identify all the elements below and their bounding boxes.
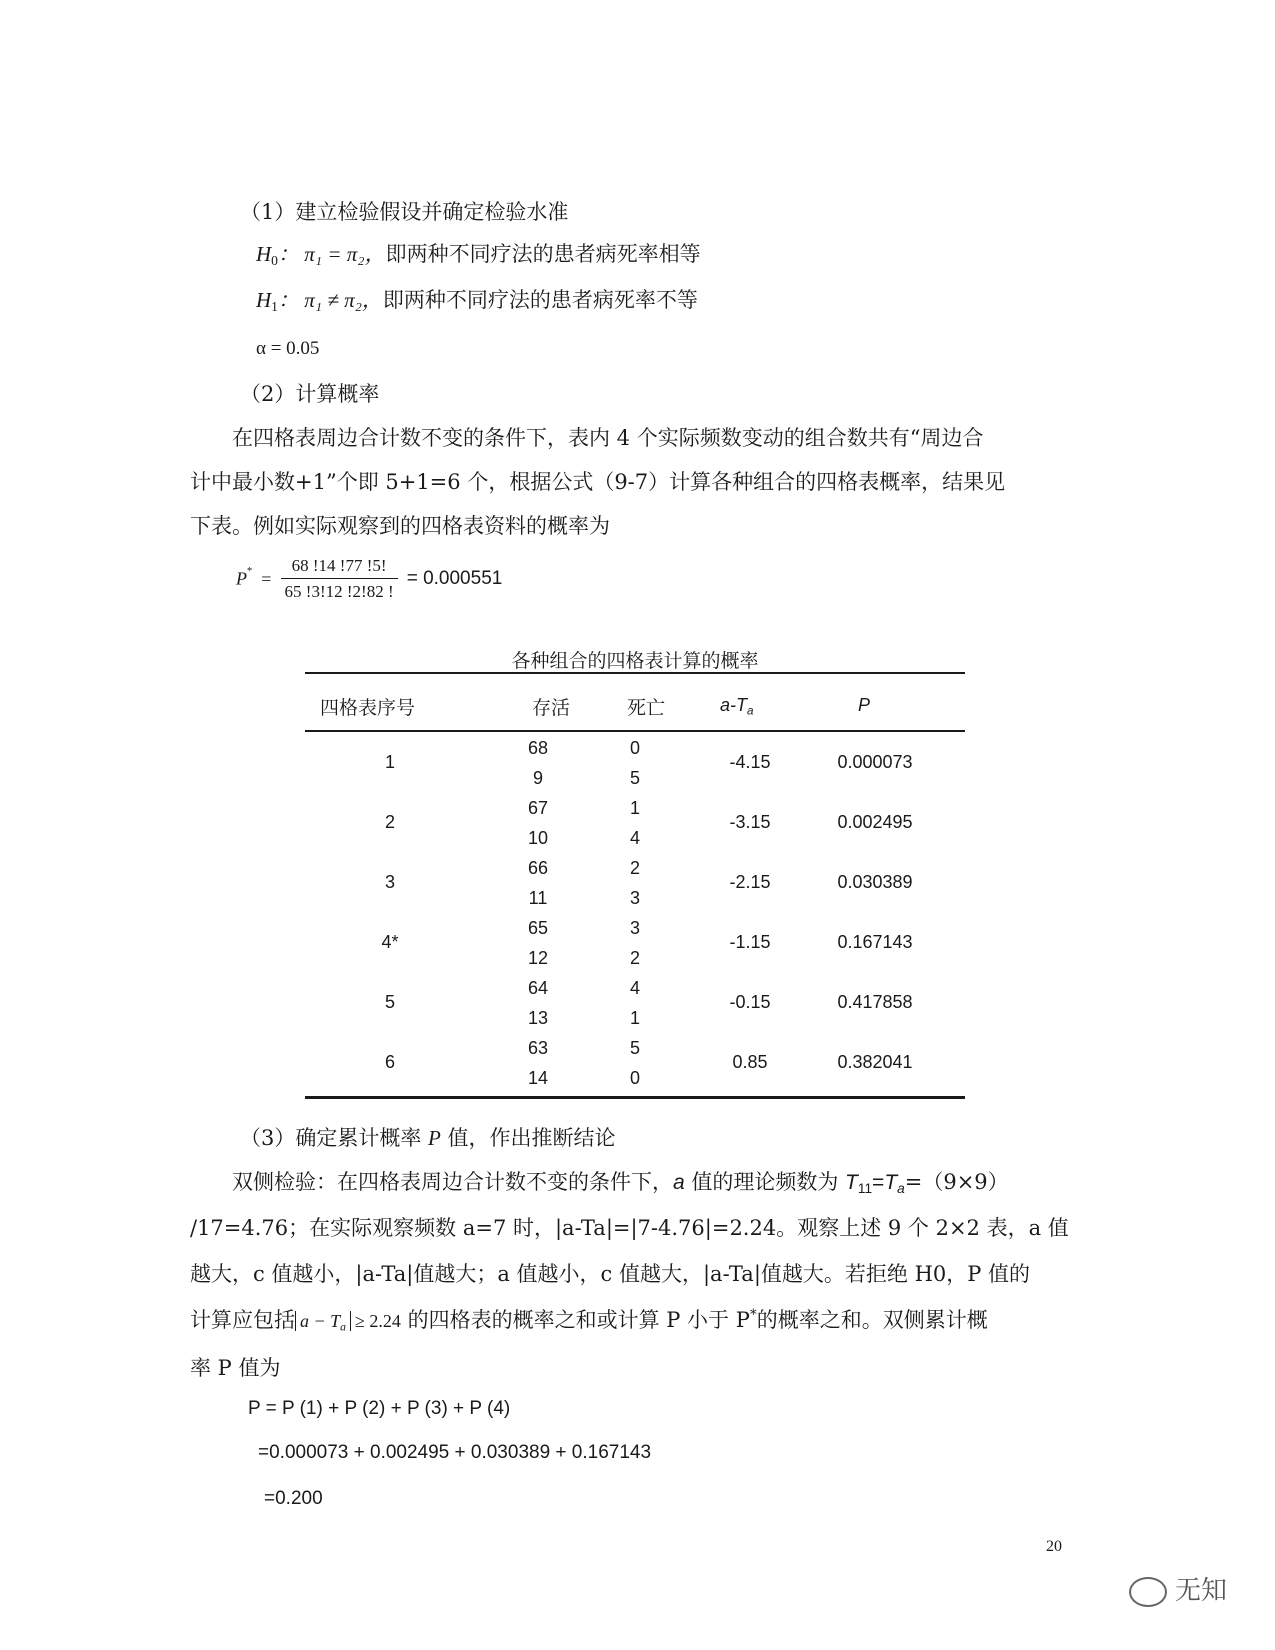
step1-heading: （1）建立检验假设并确定检验水准 (240, 200, 569, 224)
cell-diff: -1.15 (729, 932, 771, 952)
step2-heading: （2）计算概率 (240, 382, 380, 406)
step3-line3: 越大，c 值越小，|a-Ta|值越大；a 值越小，c 值越大，|a-Ta|值越大。若拒绝 H0，P 值的 (190, 1262, 1031, 1286)
formula-result: = 0.000551 (406, 568, 503, 589)
cell-p: 0.030389 (837, 872, 913, 892)
row-index: 1 (384, 752, 395, 772)
cell-alive-b: 14 (527, 1068, 549, 1088)
page-number: 20 (1046, 1538, 1062, 1555)
hypothesis-h0 (256, 238, 701, 269)
cell-alive-a: 63 (527, 1038, 549, 1058)
cell-p: 0.167143 (837, 932, 913, 952)
watermark (1129, 1570, 1227, 1607)
cell-diff: -2.15 (729, 872, 771, 892)
cell-alive-a: 68 (527, 738, 549, 758)
cell-alive-b: 9 (532, 768, 543, 788)
h0-expression: ： π₁ = π₂， (278, 242, 386, 266)
table-caption: 各种组合的四格表计算的概率 (511, 650, 759, 672)
formula-lhs: P (236, 568, 247, 589)
h0-subscript: 0 (271, 253, 278, 269)
cell-alive-a: 64 (527, 978, 549, 998)
cell-dead-b: 1 (629, 1008, 640, 1028)
cell-p: 0.382041 (837, 1052, 913, 1072)
cell-dead-a: 1 (629, 798, 640, 818)
h1-subscript: 1 (271, 299, 278, 315)
table-top-rule (305, 672, 965, 674)
row-index: 3 (384, 872, 395, 892)
formula-equals: = (261, 568, 272, 589)
cell-diff: -4.15 (729, 752, 771, 772)
cell-dead-a: 4 (629, 978, 640, 998)
row-index: 5 (384, 992, 395, 1012)
cell-dead-b: 4 (629, 828, 640, 848)
header-index: 四格表序号 (320, 697, 416, 719)
hypothesis-h1 (256, 284, 698, 315)
table-header-rule (305, 730, 965, 732)
probability-formula (236, 556, 502, 602)
cell-p: 0.417858 (837, 992, 913, 1012)
header-p: P (858, 695, 871, 715)
cell-alive-a: 65 (527, 918, 549, 938)
formula-star: * (247, 566, 253, 578)
cell-p: 0.000073 (837, 752, 913, 772)
step2-para-line2: 计中最小数+1”个即 5+1=6 个，根据公式（9-7）计算各种组合的四格表概率，结果见 (190, 470, 1006, 494)
h1-text: 即两种不同疗法的患者病死率不等 (382, 288, 698, 312)
step2-para-line3: 下表。例如实际观察到的四格表资料的概率为 (190, 514, 610, 538)
cell-dead-a: 5 (629, 1038, 640, 1058)
cell-diff: -0.15 (729, 992, 771, 1012)
sum-equation-2: =0.000073 + 0.002495 + 0.030389 + 0.167143 (258, 1442, 652, 1463)
cell-dead-a: 2 (629, 858, 640, 878)
row-index: 2 (384, 812, 395, 832)
cell-alive-a: 67 (527, 798, 549, 818)
cell-diff: 0.85 (732, 1052, 768, 1072)
header-alive: 存活 (532, 697, 571, 719)
cell-dead-b: 0 (629, 1068, 640, 1088)
cell-dead-b: 2 (629, 948, 640, 968)
h1-symbol: H (256, 288, 272, 312)
row-index: 4* (381, 932, 399, 952)
step3-heading: （3）确定累计概率 P 值，作出推断结论 (240, 1126, 616, 1150)
sum-equation-3: =0.200 (264, 1488, 323, 1509)
cell-dead-a: 0 (629, 738, 640, 758)
cell-dead-a: 3 (629, 918, 640, 938)
step2-para-line1: 在四格表周边合计数不变的条件下，表内 4 个实际频数变动的组合数共有“周边合 (232, 426, 984, 450)
header-diff: $a-T_a$ (720, 695, 754, 718)
cell-diff: -3.15 (729, 812, 771, 832)
step3-line1: 双侧检验：在四格表周边合计数不变的条件下，a 值的理论频数为 $T_{11}=T_a=(9\times 9)$ (232, 1170, 1009, 1197)
cell-p: 0.002495 (837, 812, 913, 832)
cell-alive-b: 12 (527, 948, 549, 968)
header-dead: 死亡 (627, 697, 666, 719)
sum-equation-1: P = P (1) + P (2) + P (3) + P (4) (248, 1398, 511, 1419)
chat-bubble-icon (1129, 1577, 1167, 1607)
table-bottom-rule (305, 1096, 965, 1099)
cell-alive-b: 13 (527, 1008, 549, 1028)
row-index: 6 (384, 1052, 395, 1072)
h0-symbol: H (256, 242, 272, 266)
formula-fraction (281, 556, 398, 602)
cell-alive-b: 10 (527, 828, 549, 848)
watermark-text: 无知 (1174, 1576, 1227, 1606)
alpha-level: α = 0.05 (256, 338, 320, 359)
h0-text: 即两种不同疗法的患者病死率相等 (385, 242, 701, 266)
formula-denominator: 65 !3!12 !2!82 ! (284, 582, 394, 601)
cell-alive-b: 11 (528, 888, 548, 908)
cell-dead-b: 3 (629, 888, 640, 908)
step3-line2: /17=4.76；在实际观察频数 a=7 时，|a-Ta|=|7-4.76|=2.24。观察上述 9 个 2×2 表，a 值 (190, 1216, 1069, 1240)
cell-alive-a: 66 (527, 858, 549, 878)
formula-numerator: 68 !14 !77 !5! (281, 556, 398, 579)
h1-expression: ： π₁ ≠ π₂， (278, 288, 383, 312)
step3-line5: 率 P 值为 (190, 1356, 281, 1380)
cell-dead-b: 5 (629, 768, 640, 788)
step3-line4: 计算应包括 $a - T_a \ge 2.24$ 的四格表的概率之和或计算 P 小于 P*的概率之和。双侧累计概 (190, 1306, 988, 1334)
